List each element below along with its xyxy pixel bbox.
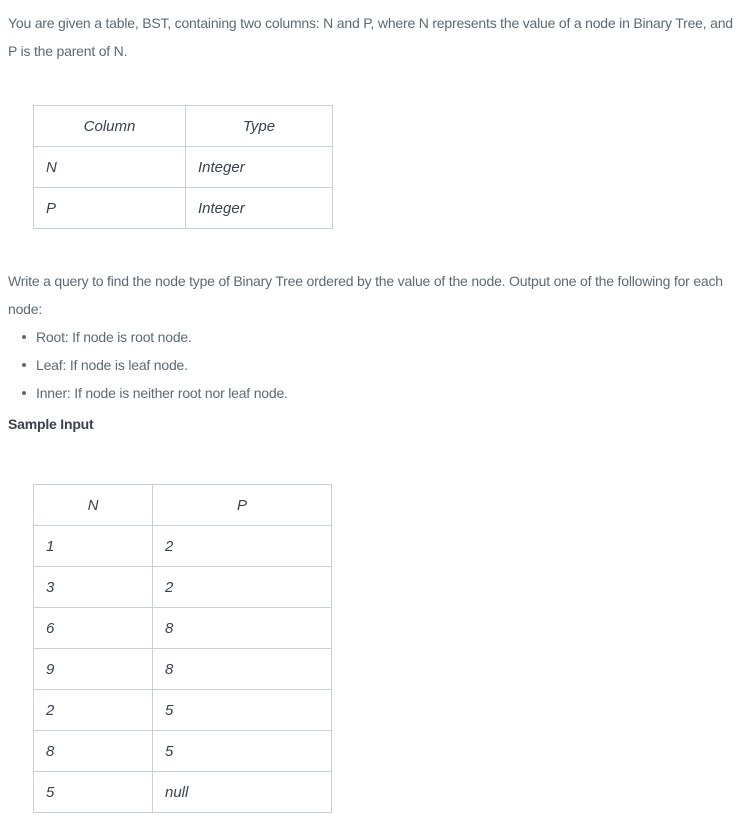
sample-cell-p: 5: [153, 731, 332, 772]
table-row: [34, 690, 332, 731]
schema-cell-type: Integer: [186, 188, 333, 229]
list-item: Root: If node is root node.: [36, 323, 740, 351]
sample-cell-n: 6: [34, 608, 153, 649]
schema-cell-column: P: [34, 188, 186, 229]
sample-cell-n: 5: [34, 772, 153, 813]
table-row: [34, 567, 332, 608]
schema-table: [33, 105, 333, 229]
sample-cell-p: 2: [153, 567, 332, 608]
table-row: [34, 147, 333, 188]
table-row: [34, 608, 332, 649]
sample-cell-n: 2: [34, 690, 153, 731]
sample-cell-n: 8: [34, 731, 153, 772]
table-row: [34, 731, 332, 772]
table-row: [34, 188, 333, 229]
sample-header-p: P: [153, 485, 332, 526]
table-row: [34, 772, 332, 813]
list-item: Inner: If node is neither root nor leaf node.: [36, 379, 740, 407]
node-type-list: [8, 323, 740, 407]
sample-cell-n: 9: [34, 649, 153, 690]
schema-header-column: Column: [34, 106, 186, 147]
schema-header-type: Type: [186, 106, 333, 147]
sample-input-heading: Sample Input: [8, 416, 94, 432]
sample-cell-p: 8: [153, 608, 332, 649]
sample-cell-n: 3: [34, 567, 153, 608]
sample-input-table: [33, 484, 332, 813]
sample-header-n: N: [34, 485, 153, 526]
sample-cell-p: 2: [153, 526, 332, 567]
schema-cell-type: Integer: [186, 147, 333, 188]
task-paragraph: Write a query to find the node type of Binary Tree ordered by the value of the node. Output one of the following for each node:: [8, 273, 723, 317]
schema-cell-column: N: [34, 147, 186, 188]
table-row: [34, 649, 332, 690]
sample-header-row: [34, 485, 332, 526]
sample-cell-p: null: [153, 772, 332, 813]
sample-cell-p: 5: [153, 690, 332, 731]
sample-cell-p: 8: [153, 649, 332, 690]
intro-paragraph: You are given a table, BST, containing two columns: N and P, where N represents the value of a node in Binary Tree, and P is the parent of N.: [8, 15, 733, 59]
list-item: Leaf: If node is leaf node.: [36, 351, 740, 379]
sample-cell-n: 1: [34, 526, 153, 567]
schema-header-row: [34, 106, 333, 147]
table-row: [34, 526, 332, 567]
